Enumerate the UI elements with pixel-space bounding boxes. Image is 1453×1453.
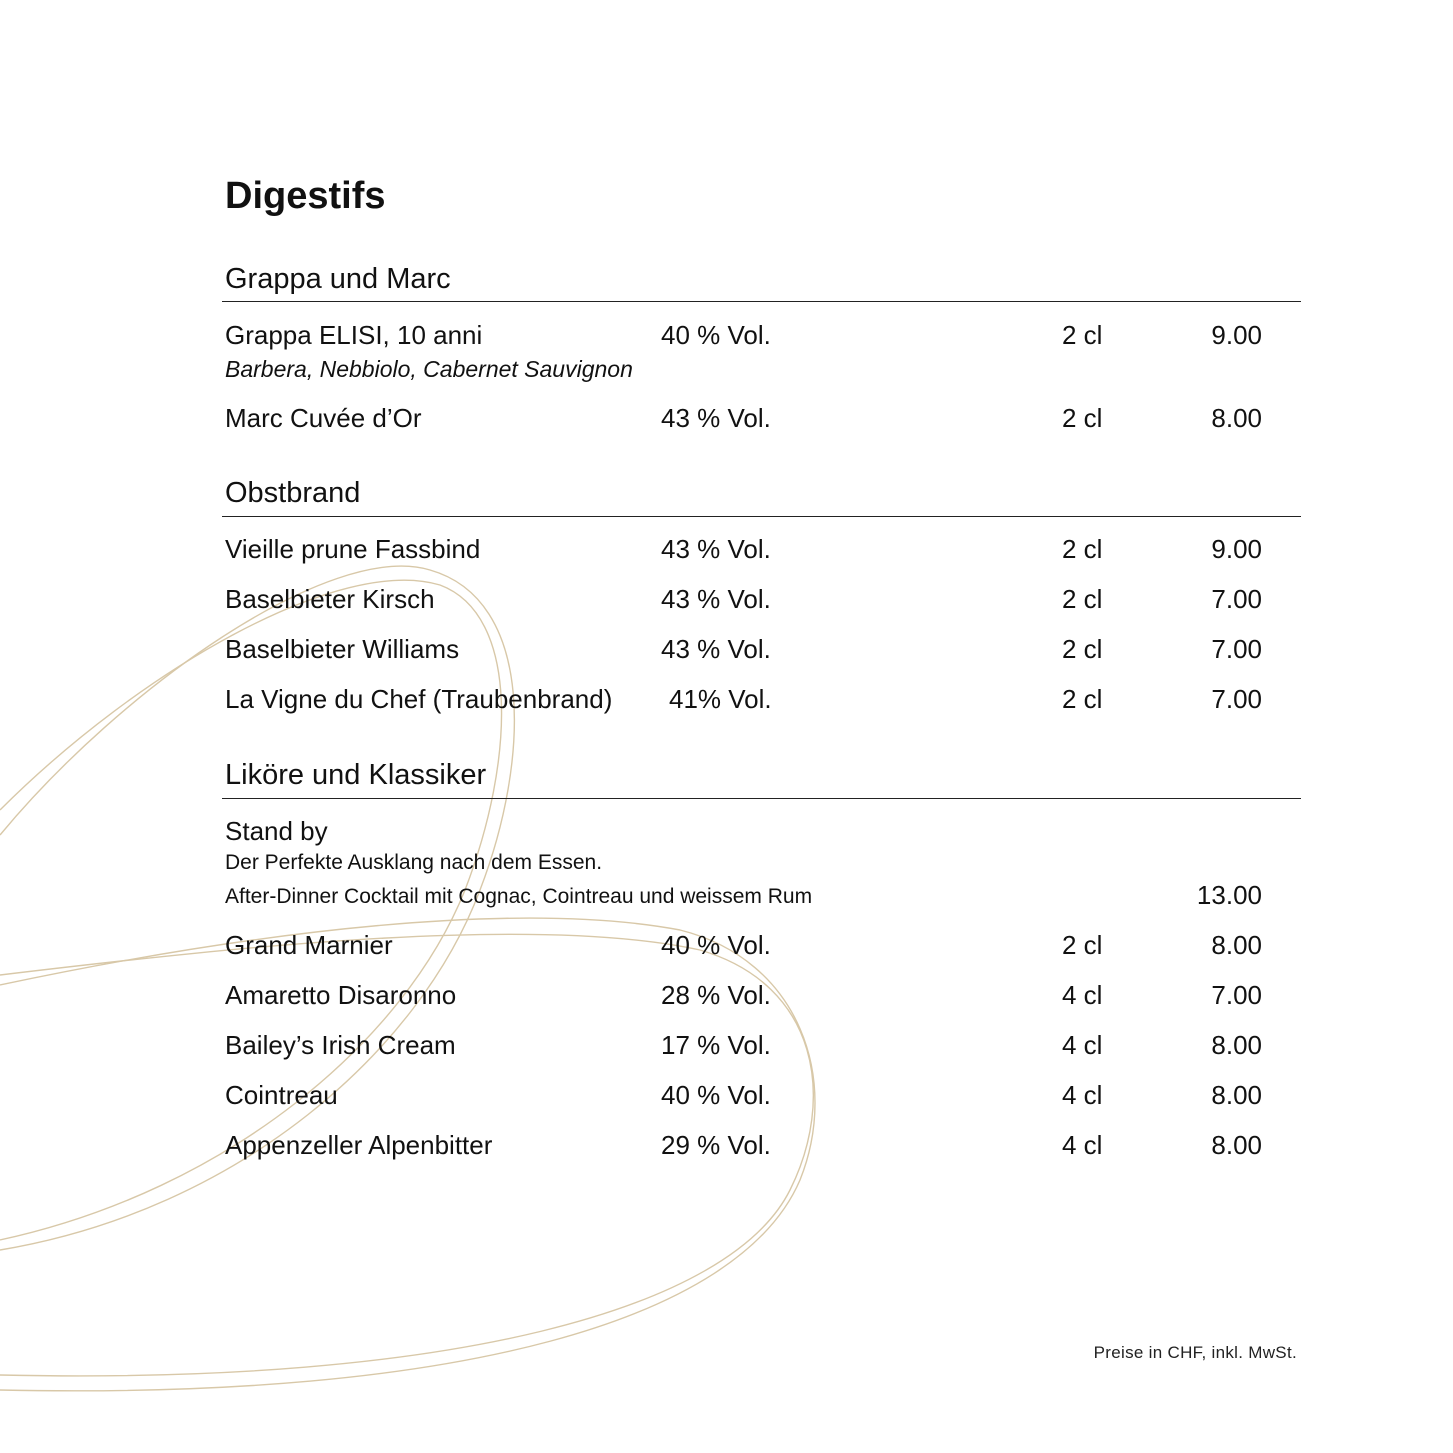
item-name: La Vigne du Chef (Traubenbrand): [225, 684, 613, 714]
menu-item: [0, 928, 1453, 962]
item-alcohol: 43 % Vol.: [661, 403, 771, 433]
item-price: 8.00: [1211, 930, 1262, 960]
section-title: Liköre und Klassiker: [225, 759, 487, 791]
item-name: Vieille prune Fassbind: [225, 534, 481, 564]
item-alcohol: 29 % Vol.: [661, 1130, 771, 1160]
item-price: 7.00: [1211, 634, 1262, 664]
item-alcohol: 43 % Vol.: [661, 634, 771, 664]
item-size: 4 cl: [1062, 1080, 1103, 1110]
price-footnote: Preise in CHF, inkl. MwSt.: [1093, 1343, 1297, 1362]
section-title: Obstbrand: [225, 477, 361, 509]
item-price: 7.00: [1211, 584, 1262, 614]
item-alcohol: 40 % Vol.: [661, 1080, 771, 1110]
menu-item: [0, 1078, 1453, 1112]
item-size: 4 cl: [1062, 1130, 1103, 1160]
item-name: Grappa ELISI, 10 anni: [225, 320, 483, 350]
menu-item: [0, 1028, 1453, 1062]
page-title: Digestifs: [225, 175, 386, 217]
item-alcohol: 40 % Vol.: [661, 930, 771, 960]
item-name: Grand Marnier: [225, 930, 393, 960]
item-size: 2 cl: [1062, 534, 1103, 564]
item-name: Appenzeller Alpenbitter: [225, 1130, 493, 1160]
item-name: Cointreau: [225, 1080, 338, 1110]
item-size: 2 cl: [1062, 320, 1103, 350]
item-price: 7.00: [1211, 980, 1262, 1010]
item-price: 7.00: [1211, 684, 1262, 714]
item-size: 4 cl: [1062, 980, 1103, 1010]
menu-item: [0, 532, 1453, 566]
menu-item: [0, 582, 1453, 616]
item-size: 2 cl: [1062, 584, 1103, 614]
item-name: Baselbieter Williams: [225, 634, 460, 664]
item-size: 4 cl: [1062, 1030, 1103, 1060]
item-note: Barbera, Nebbiolo, Cabernet Sauvignon: [225, 356, 633, 382]
item-name: Bailey’s Irish Cream: [225, 1030, 456, 1060]
item-price: 9.00: [1211, 534, 1262, 564]
item-price: 8.00: [1211, 1130, 1262, 1160]
menu-item: [0, 401, 1453, 435]
item-size: 2 cl: [1062, 403, 1103, 433]
item-size: 2 cl: [1062, 930, 1103, 960]
item-price: 13.00: [1196, 880, 1262, 910]
menu-item: [0, 978, 1453, 1012]
item-alcohol: 43 % Vol.: [661, 584, 771, 614]
section-title: Grappa und Marc: [225, 263, 451, 295]
item-name: Marc Cuvée d’Or: [225, 403, 422, 433]
section-divider: [222, 301, 1301, 302]
menu-item: [0, 318, 1453, 352]
item-size: 2 cl: [1062, 634, 1103, 664]
menu-item: [0, 682, 1453, 716]
item-name: Amaretto Disaronno: [225, 980, 457, 1010]
menu-item: [0, 632, 1453, 666]
featured-item: [0, 814, 1453, 848]
section-divider: [222, 516, 1301, 517]
item-size: 2 cl: [1062, 684, 1103, 714]
menu-item: [0, 1128, 1453, 1162]
item-price: 8.00: [1211, 403, 1262, 433]
item-description: Der Perfekte Ausklang nach dem Essen.: [225, 851, 603, 874]
item-alcohol: 41% Vol.: [669, 684, 772, 714]
item-price: 9.00: [1211, 320, 1262, 350]
section-divider: [222, 798, 1301, 799]
item-alcohol: 28 % Vol.: [661, 980, 771, 1010]
item-alcohol: 40 % Vol.: [661, 320, 771, 350]
item-description: After-Dinner Cocktail mit Cognac, Cointreau und weissem Rum: [225, 885, 813, 908]
item-alcohol: 17 % Vol.: [661, 1030, 771, 1060]
item-name: Stand by: [225, 816, 328, 846]
item-price: 8.00: [1211, 1030, 1262, 1060]
item-alcohol: 43 % Vol.: [661, 534, 771, 564]
item-price: 8.00: [1211, 1080, 1262, 1110]
item-name: Baselbieter Kirsch: [225, 584, 435, 614]
